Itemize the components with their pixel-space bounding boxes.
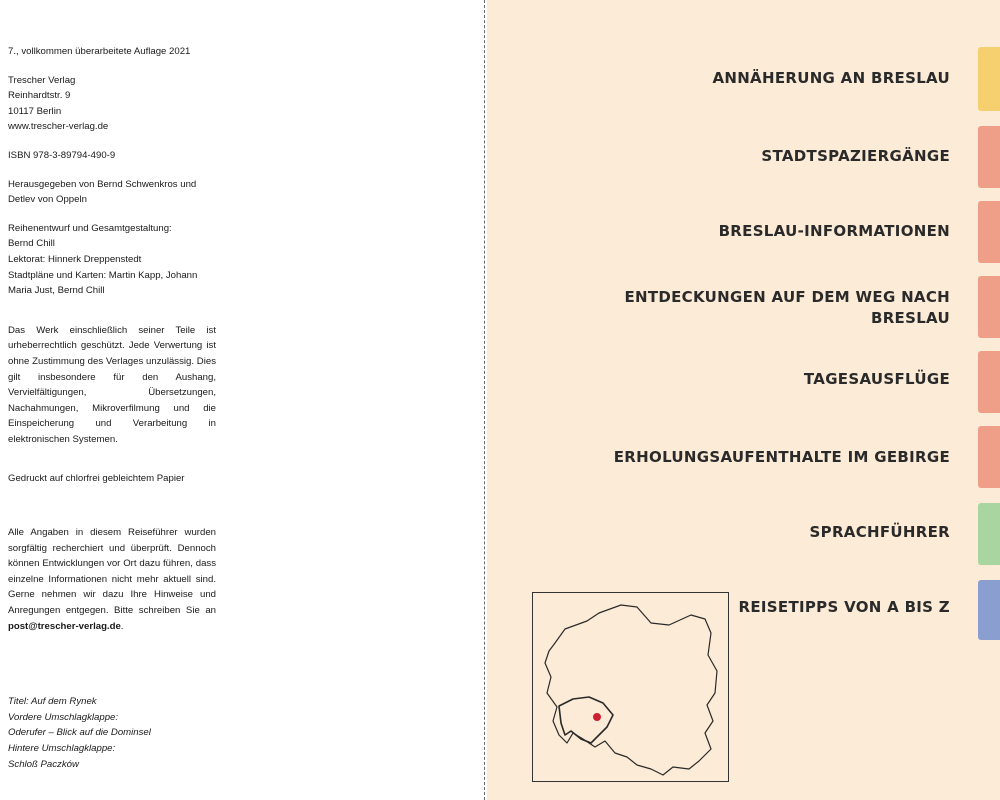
imprint-text [8,44,216,772]
section-sprachfuehrer[interactable]: SPRACHFÜHRER [809,523,950,541]
section-reisetipps[interactable]: REISETIPPS VON A BIS Z [738,598,950,616]
poland-map-outline [533,593,728,781]
publisher-name: Trescher Verlag [8,74,76,86]
tab-erholungsaufenthalte[interactable] [978,426,1000,488]
credits-line-1: Reihenentwurf und Gesamtgestaltung: [8,222,172,234]
credits-line-2: Bernd Chill [8,238,55,250]
disclaimer-text: Alle Angaben in diesem Reiseführer wurden sorgfältig recherchiert und überprüft. Dennoch können Entwicklungen vor Ort dazu führen, dass einzelne Informationen nicht mehr aktuell sind. Gerne nehmen wir dazu Ihre Hinweise und Anregungen entgegen. Bitte schreiben Sie an [8,527,216,617]
tab-sprachfuehrer[interactable] [978,503,1000,565]
section-entdeckungen[interactable]: ENTDECKUNGEN AUF DEM WEG NACH BRESLAU [624,288,950,327]
section-erholungsaufenthalte[interactable]: ERHOLUNGSAUFENTHALTE IM GEBIRGE [613,448,950,466]
edition-line: 7., vollkommen überarbeitete Auflage 2021 [8,46,191,57]
credits-line-3: Lektorat: Hinnerk Dreppenstedt [8,253,142,265]
lower-silesia-outline [559,697,613,743]
photo-credit-2: Vordere Umschlagklappe: [8,711,119,723]
tab-breslau-informationen[interactable] [978,201,1000,263]
photo-credit-5: Schloß Paczków [8,758,79,770]
imprint-page [0,0,484,800]
section-stadtspaziergaenge[interactable]: STADTSPAZIERGÄNGE [761,147,950,165]
section-tagesausfluege[interactable]: TAGESAUSFLÜGE [803,370,950,388]
poland-map-icon [532,592,729,782]
contact-email[interactable]: post@trescher-verlag.de [8,620,121,632]
publisher-street: Reinhardtstr. 9 [8,90,71,102]
tab-reisetipps[interactable] [978,580,1000,640]
tab-entdeckungen[interactable] [978,276,1000,338]
paper-line: Gedruckt auf chlorfrei gebleichtem Papier [8,473,185,485]
section-annaeherung[interactable]: ANNÄHERUNG AN BRESLAU [712,69,950,87]
publisher-website: www.trescher-verlag.de [8,121,109,133]
section-breslau-informationen[interactable]: BRESLAU-INFORMATIONEN [718,222,950,240]
tab-stadtspaziergaenge[interactable] [978,126,1000,188]
isbn-line: ISBN 978-3-89794-490-9 [8,149,116,161]
poland-outline [545,605,717,775]
editors-line-1: Herausgegeben von Bernd Schwenkros und [8,178,197,190]
editors-line-2: Detlev von Oppeln [8,194,87,206]
photo-credit-4: Hintere Umschlagklappe: [8,743,116,754]
photo-credit-1: Titel: Auf dem Rynek [8,696,97,708]
tab-tagesausfluege[interactable] [978,351,1000,413]
wroclaw-marker [593,713,601,721]
email-suffix: . [120,620,124,632]
credits-line-5: Maria Just, Bernd Chill [8,285,105,297]
copyright-paragraph: Das Werk einschließlich seiner Teile ist urheberrechtlich geschützt. Jede Verwertung ist ohne Zustimmung des Verlages unzulässig. Dies gilt insbesondere für den Aushang, Vervielfältigungen, Übersetzungen, Nachahmungen, Mikroverfilmung und die Einspeicherung und Verarbeitung in elektronischen Systemen. [8,324,216,445]
credits-line-4: Stadtpläne und Karten: Martin Kapp, Johann [8,269,198,281]
disclaimer-paragraph [8,525,216,634]
page-fold-divider [484,0,485,800]
tab-annaeherung[interactable] [978,47,1000,111]
publisher-city: 10117 Berlin [8,105,62,117]
photo-credit-3: Oderufer – Blick auf die Dominsel [8,727,151,739]
